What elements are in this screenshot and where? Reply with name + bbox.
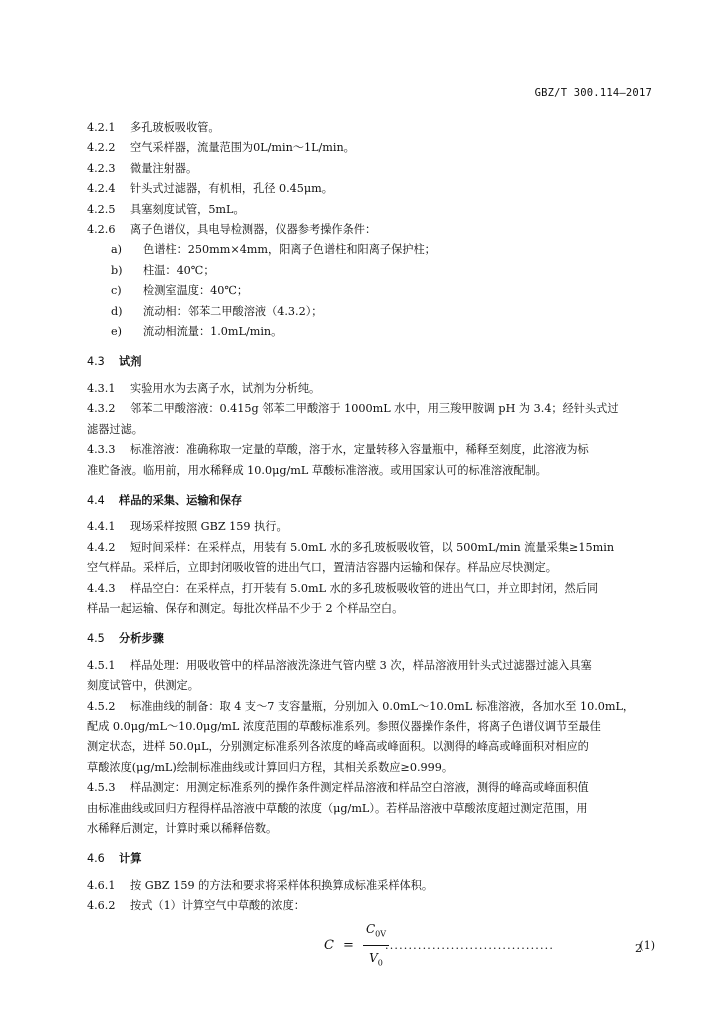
- item-4-2-3: 4.2.3 微量注射器。: [87, 161, 198, 175]
- para-4-5-1: 4.5.1 样品处理：用吸收管中的样品溶液洗涤进气管内壁 3 次，样品溶液用针头式过滤器过滤入具塞 刻度试管中，供测定。: [87, 658, 592, 693]
- para-4-6-2: 4.6.2 按式（1）计算空气中草酸的浓度：: [87, 899, 305, 913]
- page-content: [87, 118, 655, 975]
- para-4-4-1: 4.4.1 现场采样按照 GBZ 159 执行。: [87, 520, 288, 534]
- para-4-4-2: 4.4.2 短时间采样：在采样点，用装有 5.0mL 水的多孔玻板吸收管，以 500mL/min 流量采集≥15min 空气样品。采样后，立即封闭吸收管的进出气口，置清洁容器内运输和保存。样品应尽快测定。: [87, 540, 615, 575]
- subitem-b: b) 柱温：40℃；: [111, 263, 215, 277]
- formula-equals: =: [343, 937, 354, 953]
- para-4-3-3: 4.3.3 标准溶液：准确称取一定量的草酸，溶于水，定量转移入容量瓶中，稀释至刻度，此溶液为标 准贮备液。临用前，用水稀释成 10.0μg/mL 草酸标准溶液。或用国家认可的标准溶液配制。: [87, 443, 589, 477]
- formula-number: (1): [639, 938, 655, 952]
- item-4-2-1: 4.2.1 多孔玻板吸收管。: [87, 121, 220, 134]
- para-4-6-1: 4.6.1 按 GBZ 159 的方法和要求将采样体积换算成标准采样体积。: [87, 878, 434, 892]
- item-4-2-2: 4.2.2 空气采样器，流量范围为0L/min～1L/min。: [87, 141, 355, 155]
- formula-numerator: $C_{0V}$: [365, 921, 387, 939]
- subitem-e: e) 流动相流量：1.0mL/min。: [111, 325, 283, 339]
- para-4-4-3: 4.4.3 样品空白：在采样点，打开装有 5.0mL 水的多孔玻板吸收管的进出气口，并立即封闭，然后同 样品一起运输、保存和测定。每批次样品不少于 2 个样品空白。: [87, 581, 599, 615]
- section-heading-4-5: 4.5 分析步骤: [87, 632, 164, 646]
- section-heading-4-6: 4.6 计算: [87, 852, 142, 866]
- formula-leader-dots: ....................................: [385, 938, 555, 952]
- section-heading-4-4: 4.4 样品的采集、运输和保存: [87, 493, 243, 507]
- item-4-2-5: 4.2.5 具塞刻度试管，5mL。: [87, 202, 245, 216]
- standard-header: GBZ/T 300.114—2017: [534, 87, 652, 99]
- formula-denominator: $V_0$: [369, 951, 383, 968]
- subitem-d: d) 流动相：邻苯二甲酸溶液（4.3.2）；: [111, 304, 323, 318]
- subitem-c: c) 检测室温度：40℃；: [111, 284, 249, 298]
- formula-1: [87, 921, 655, 975]
- item-4-2-6: 4.2.6 离子色谱仪，具电导检测器，仪器参考操作条件：: [87, 223, 377, 237]
- para-4-5-3: 4.5.3 样品测定：用测定标准系列的操作条件测定样品溶液和样品空白溶液，测得的峰高或峰面积值 由标准曲线或回归方程得样品溶液中草酸的浓度（μg/mL）。若样品溶液中草酸浓度超过测定范围，用 水稀释后测定，计算时乘以稀释倍数。: [87, 781, 589, 835]
- para-4-3-2: 4.3.2 邻苯二甲酸溶液：0.415g 邻苯二甲酸溶于 1000mL 水中，用三羧甲胺调 pH 为 3.4；经针头式过 滤器过滤。: [87, 402, 619, 436]
- section-heading-4-3: 4.3 试剂: [87, 355, 142, 369]
- formula-lhs: C: [324, 937, 334, 953]
- item-4-2-4: 4.2.4 针头式过滤器，有机相，孔径 0.45μm。: [87, 182, 333, 196]
- para-4-5-2: 4.5.2 标准曲线的制备：取 4 支～7 支容量瓶，分别加入 0.0mL～10.0mL 标准溶液，各加水至 10.0mL， 配成 0.0μg/mL～10.0μg/mL 浓度范围的草酸标准系列。参照仪器操作条件，将离子色谱仪调节至最佳 测定状态，进样 50.0μL，分别测定标准系列各浓度的峰高或峰面积。以测得的峰高或峰面积对相应的 草酸浓度(μg/mL)绘制标准曲线或计算回归方程，其相关系数应≥0.999。: [87, 699, 635, 774]
- subitem-a: a) 色谱柱：250mm×4mm，阳离子色谱柱和阳离子保护柱；: [111, 243, 436, 257]
- para-4-3-1: 4.3.1 实验用水为去离子水，试剂为分析纯。: [87, 381, 321, 395]
- page-number: 2: [635, 942, 642, 955]
